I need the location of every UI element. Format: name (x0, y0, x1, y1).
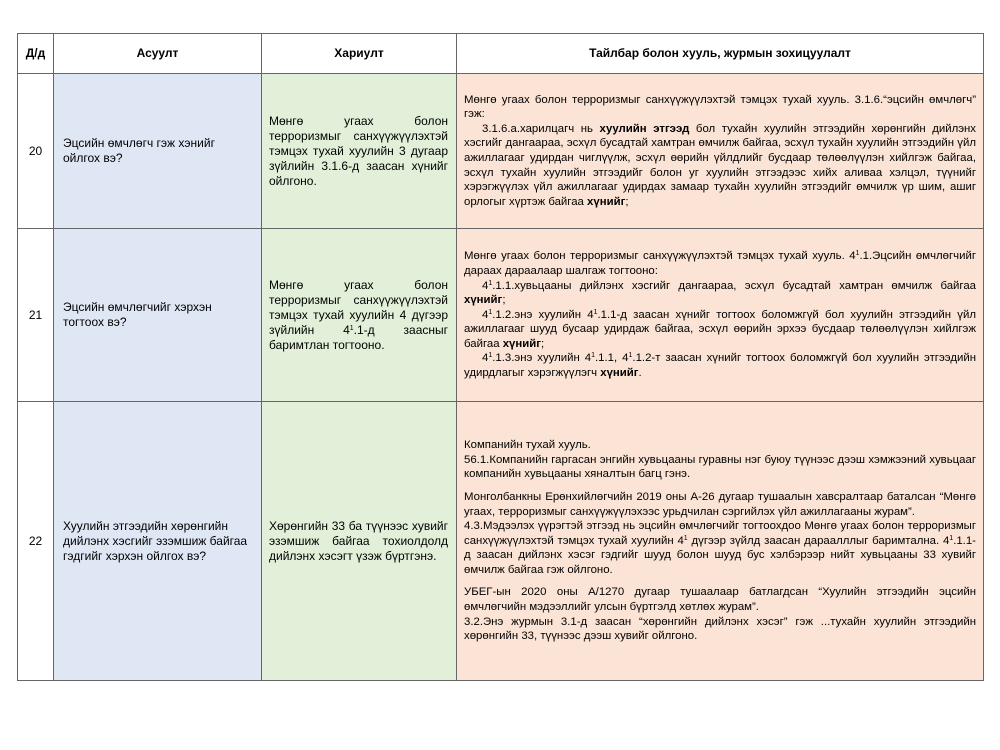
law-clause (464, 279, 976, 308)
superscript: 1 (855, 250, 860, 258)
clause-text: бол тухайн хуулийн этгээдийн хөрөнгийн дийлэнх хэсгийг дангаараа, эсхүл бусадтай хамтран өмчилж байгаа, эсхүл тухайн хуулийн этгээдийн үйл ажиллагааг удирдан чиглүүлж, эсхүл өөрийн үйлдлийг бусдаар төлөөлүүлэн хийлгэж байгаа, эсхүл тухайн хуулийн этгээдийг болон уг хуулийн этгээдээс хийх аливаа хэлцэл, түүнийг хэрэгжүүлэх үйл ажиллагааг удирдах замаар тухайн хуулийн этгээдийг өмчилж үр шим, ашиг орлогыг хүртэж байгаа (464, 122, 977, 208)
law-clause (464, 519, 976, 577)
clause-bold-text: хүнийг (587, 195, 626, 208)
clause-text: 3.1.6.а.харилцагч нь (482, 122, 600, 135)
clause-bold-text: хуулийн этгээд (599, 122, 690, 135)
answer-cell: Хөрөнгийн 33 ба түүнээс хувийг эзэмшиж байгаа тохиолдолд дийлэнх хэсэгт үзэж бүртгэнэ. (262, 402, 457, 681)
row-number: 22 (18, 402, 54, 681)
superscript: 1 (683, 534, 688, 542)
clause-text: .1.1-д заасан хүнийг тогтоох боломжгүй бол хуулийн этгээдийн үйл ажиллагааг шууд бусаар удирдаж байгаа, эсхүл өөрийн эрхээ бусдаар төлөөлүүлэн хийлгэж байгаа (464, 308, 976, 350)
clause-bold-text: хүнийг (502, 337, 542, 350)
law-clause (464, 122, 976, 210)
header-question: Асуулт (54, 34, 262, 74)
superscript: 1 (591, 352, 596, 360)
law-reference: Компанийн тухай хууль. (464, 439, 591, 452)
table-row (18, 229, 984, 402)
clause-text: 4 (482, 308, 489, 321)
clause-bold-text: хүнийг (600, 367, 639, 380)
clause-text: 4.3.Мэдээлэх үүрэгтэй этгээд нь эцсийн өмчлөгчийг тогтоохдоо Мөнгө угаах болон терроризмыг санхүүжүүлэхтэй тэмцэх тухай хуулийн 4 (464, 520, 976, 547)
clause-text: .1.3.энэ хуулийн 4 (492, 352, 592, 365)
clause-text: Мөнгө угаах болон терроризмыг санхүүжүүлэхтэй тэмцэх тухай хууль. 4 (464, 250, 856, 263)
superscript: 1 (488, 352, 493, 360)
clause-text: .1.1-д заасан дийлэнх хэсэг гэдгийг шууд болон шууд бус хэлбэрээр нийт хувьцааны 33 хувийг өмчилж байгаа гэж ойлгоно. (464, 534, 976, 576)
clause-text: 4 (482, 352, 489, 365)
answer-text: Мөнгө угаах болон терроризмыг санхүүжүүлэхтэй тэмцэх тухай хуулийн 4 дүгээр зүйлийн 4 (269, 277, 448, 337)
clause-text: .1.1, 4 (595, 352, 629, 365)
clause-text: .1.2.энэ хуулийн 4 (492, 308, 594, 321)
clause-text: дүгээр зүйлд заасан дараалллыг баримтална. 4 (687, 534, 950, 547)
explanation-cell (457, 229, 984, 402)
answer-text: .1-д заасныг баримтлан тогтооно. (269, 322, 448, 352)
superscript: 1 (349, 324, 354, 332)
question-cell: Хуулийн этгээдийн хөрөнгийн дийлэнх хэсгийг эзэмшиж байгаа гэдгийг хэрхэн ойлгох вэ? (54, 402, 262, 681)
law-clause: 3.2.Энэ журмын 3.1-д заасан “хөрөнгийн дийлэнх хэсэг” гэж ...тухайн хуулийн этгээдийн хөрөнгийн 33, түүнээс дээш хувийг ойлгоно. (464, 615, 976, 643)
superscript: 1 (488, 279, 493, 287)
header-row (18, 34, 984, 74)
table-row (18, 402, 984, 681)
header-explanation: Тайлбар болон хууль, журмын зохицуулалт (457, 34, 984, 74)
law-clause (464, 308, 976, 352)
clause-text: .1.Эцсийн өмчлөгчийг дараах дараалаар шалгаж тогтооно: (464, 250, 976, 277)
law-reference (464, 249, 976, 278)
clause-text: ; (625, 195, 629, 208)
clause-bold-text: хүнийг (464, 294, 503, 307)
law-clause (464, 351, 976, 380)
explanation-cell (457, 402, 984, 681)
clause-text: .1.2-т заасан хүнийг тогтоох боломжгүй бол хуулийн этгээдийн удирдлагыг хэрэгжүүлэгч (464, 352, 976, 380)
superscript: 1 (628, 352, 633, 360)
question-cell: Эцсийн өмчлөгчийг хэрхэн тогтоох вэ? (54, 229, 262, 402)
clause-text: ; (502, 294, 506, 307)
question-cell: Эцсийн өмчлөгч гэж хэнийг ойлгох вэ? (54, 74, 262, 229)
row-number: 20 (18, 74, 54, 229)
header-num: Д/д (18, 34, 54, 74)
table-row (18, 74, 984, 229)
clause-text: 4 (482, 279, 489, 292)
law-reference: Мөнгө угаах болон терроризмыг санхүүжүүлэхтэй тэмцэх тухай хууль. 3.1.6.“эцсийн өмчлөгч” гэж: (464, 93, 976, 121)
explanation-cell (457, 74, 984, 229)
answer-cell (262, 229, 457, 402)
clause-text: . (638, 367, 642, 380)
superscript: 1 (593, 308, 598, 316)
clause-text: ; (541, 337, 545, 350)
clause-text: .1.1.хувьцааны дийлэнх хэсгийг дангаараа, эсхүл бусадтай хамтран өмчилж байгаа (492, 279, 976, 292)
law-reference: Монголбанкны Ерөнхийлөгчийн 2019 оны А-26 дугаар тушаалын хавсралтаар баталсан “Мөнгө угаах, терроризмыг санхүүжүүлэхээс урьдчилан сэргийлэх үйл ажиллагааны журам”. (464, 490, 976, 518)
row-number: 21 (18, 229, 54, 402)
superscript: 1 (949, 534, 954, 542)
qa-table (17, 33, 984, 681)
law-reference: УБЕГ-ын 2020 оны А/1270 дугаар тушаалаар батлагдсан “Хуулийн этгээдийн эцсийн өмчлөгчийн мэдээллийг улсын бүртгэлд хөтлөх журам”. (464, 586, 976, 614)
superscript: 1 (488, 308, 493, 316)
law-clause: 56.1.Компанийн гаргасан энгийн хувьцааны гуравны нэг буюу түүнээс дээш хэмжээний хувьцааг компанийн хувьцааны хяналтын багц гэнэ. (464, 453, 976, 481)
header-answer: Хариулт (262, 34, 457, 74)
answer-cell: Мөнгө угаах болон терроризмыг санхүүжүүлэхтэй тэмцэх тухай хуулийн 3 дугаар зүйлийн 3.1.6-д заасан хүнийг ойлгоно. (262, 74, 457, 229)
